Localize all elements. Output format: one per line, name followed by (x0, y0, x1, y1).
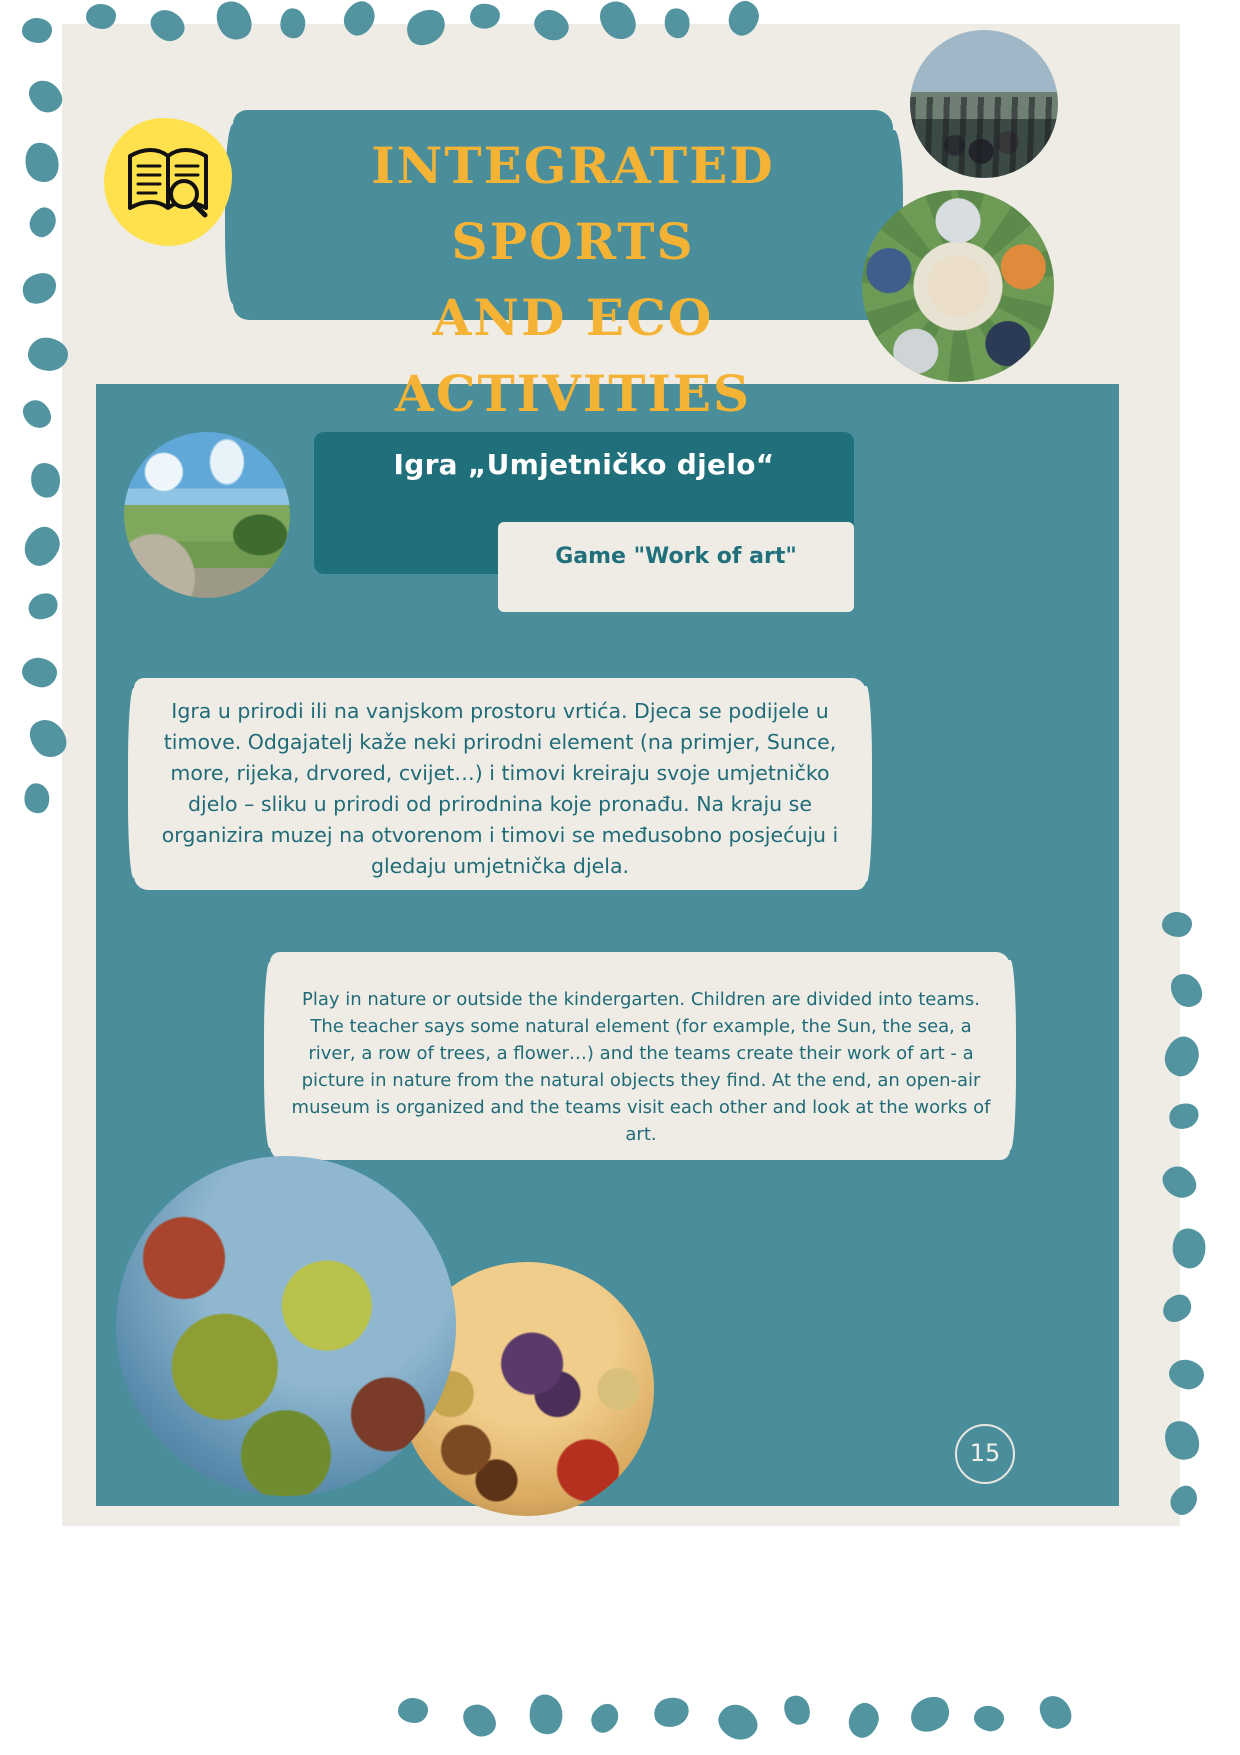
children-circle-on-grass-photo (862, 190, 1054, 382)
page-number: 15 (955, 1424, 1015, 1484)
decor-dot (663, 7, 692, 40)
decor-dot (780, 1692, 815, 1729)
decor-dot (1166, 1099, 1203, 1133)
book-badge (104, 118, 232, 246)
decor-dots-bottom (0, 1690, 1240, 1755)
decor-dots-left (0, 0, 70, 1755)
decor-dot (457, 1698, 502, 1743)
decor-dots-right (1160, 0, 1240, 1755)
decor-dot (1033, 1690, 1077, 1735)
decor-dot (1158, 1415, 1205, 1465)
decor-dot (20, 655, 59, 689)
decor-dot (904, 1690, 955, 1739)
decor-dot (587, 1699, 624, 1738)
decor-dot (27, 336, 70, 372)
paragraph-hr: Igra u prirodi ili na vanjskom prostoru vrtića. Djeca se podijele u timove. Odgajatelj kaže neki prirodni element (na primjer, Sunce, more, rijeka, drvored, cvijet…) i timovi kreiraju svoje umjetničko djelo – sliku u prirodi od prirodnina koje pronađu. Na kraju se organizira muzej na otvorenom i timovi se međusobno posjećuju i gledaju umjetnička djela. (161, 699, 839, 878)
decor-dot (339, 0, 380, 40)
open-book-with-magnifier-icon (126, 142, 212, 224)
decor-dot (469, 2, 501, 30)
decor-dot (651, 1694, 693, 1731)
page-title-line2: AND ECO ACTIVITIES (394, 288, 752, 423)
section-title-hr: Igra „Umjetničko djelo“ (393, 448, 775, 481)
decor-dot (593, 0, 643, 46)
decor-dot (400, 2, 452, 52)
decor-dot (1167, 1357, 1207, 1392)
decor-dot (145, 4, 190, 46)
chestnuts-on-branch-photo (116, 1156, 456, 1496)
decor-dot (530, 5, 573, 45)
decor-dot (23, 74, 68, 118)
decor-dot (209, 0, 258, 46)
decor-dot (24, 589, 62, 625)
decor-dot (23, 782, 51, 814)
crowd-raising-hands-photo (910, 30, 1058, 178)
decor-dot (527, 1692, 565, 1736)
decor-dot (1157, 1161, 1202, 1204)
decor-dot (972, 1704, 1005, 1733)
decor-dot (845, 1699, 883, 1741)
decor-dot (26, 204, 60, 241)
green-landscape-painting-photo (124, 432, 290, 598)
decor-dot (713, 1699, 763, 1746)
decor-dot (1166, 1481, 1202, 1519)
decor-dot (21, 139, 64, 186)
decor-dot (22, 713, 73, 765)
decor-dot (280, 8, 306, 39)
page-title-line1: INTEGRATED SPORTS (371, 136, 775, 271)
decor-dot (1162, 912, 1192, 937)
decor-dot (18, 395, 57, 433)
decor-dot (724, 0, 763, 40)
decor-dot (86, 4, 116, 29)
decor-dot (1165, 968, 1209, 1013)
decor-dot (28, 460, 63, 500)
decor-dot (17, 267, 62, 310)
section-title-en: Game "Work of art" (555, 544, 797, 569)
page-title (253, 128, 893, 432)
decor-dot (1158, 1289, 1197, 1327)
decor-dot (18, 521, 65, 571)
decor-dot (1161, 1033, 1204, 1080)
decor-dot (1171, 1227, 1207, 1270)
decor-dot (398, 1698, 428, 1723)
paragraph-en: Play in nature or outside the kindergarten. Children are divided into teams. The teacher says some natural element (for example, the Sun, the sea, a river, a row of trees, a flower…) and the teams create their work of art - a picture in nature from the natural objects they find. At the end, an open-air museum is organized and the teams visit each other and look at the works of art. (291, 989, 991, 1145)
